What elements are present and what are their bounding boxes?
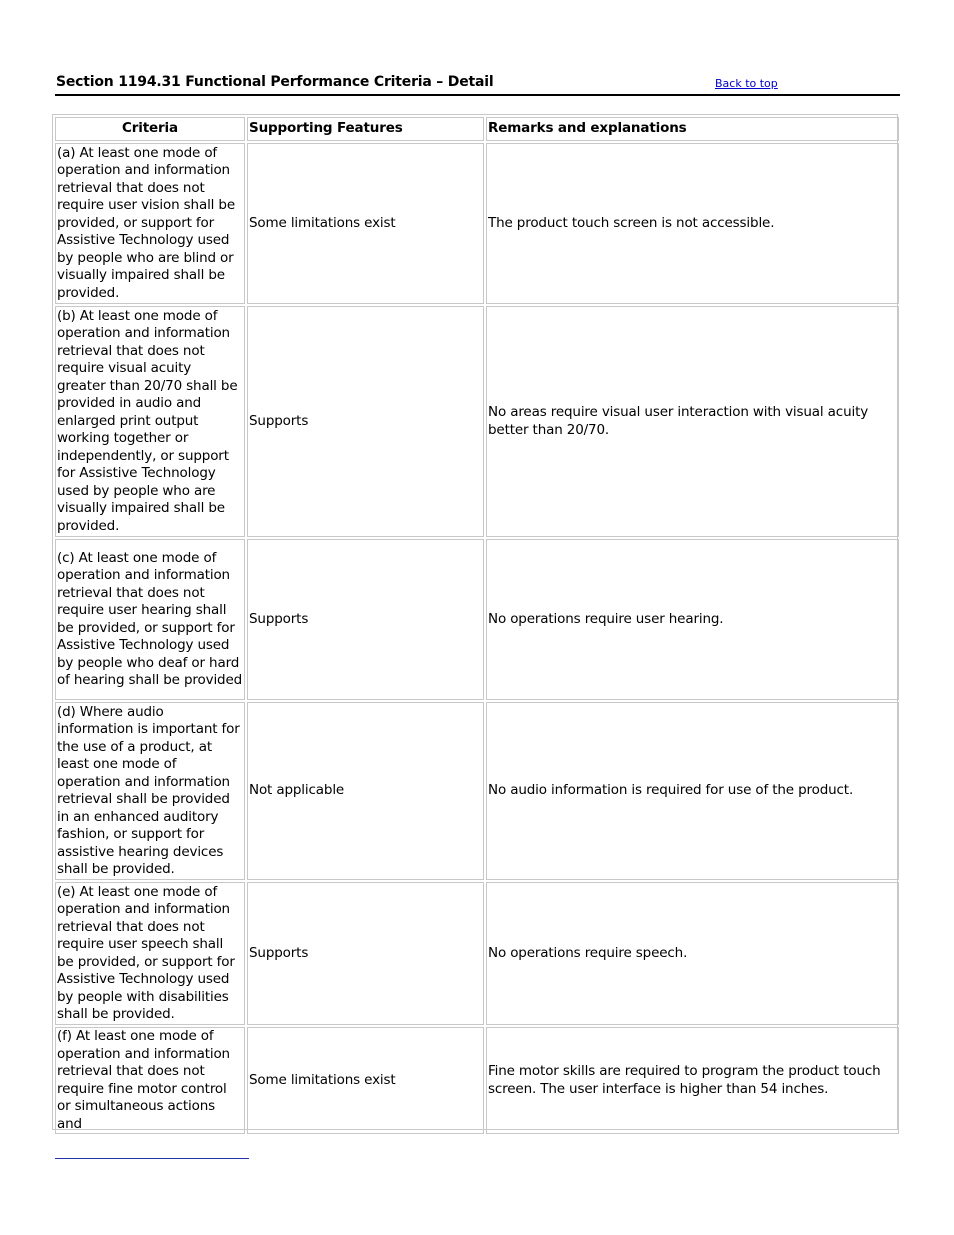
remarks-cell: No operations require speech. xyxy=(486,882,899,1025)
remarks-cell: No areas require visual user interaction with visual acuity better than 20/70. xyxy=(486,306,899,537)
section-header xyxy=(55,74,900,96)
support-cell: Supports xyxy=(247,539,484,700)
column-header-criteria: Criteria xyxy=(55,117,245,141)
support-cell: Some limitations exist xyxy=(247,143,484,304)
table-header-row xyxy=(55,117,899,141)
support-cell: Supports xyxy=(247,306,484,537)
table-row xyxy=(55,1027,899,1134)
criteria-cell: (c) At least one mode of operation and information retrieval that does not require user hearing shall be provided, or support for Assistive Technology used by people who deaf or hard of hearing shall be provided xyxy=(55,539,245,700)
column-header-supporting-features: Supporting Features xyxy=(247,117,484,141)
column-header-remarks: Remarks and explanations xyxy=(486,117,899,141)
criteria-cell: (a) At least one mode of operation and information retrieval that does not require user vision shall be provided, or support for Assistive Technology used by people who are blind or visually impaired shall be provided. xyxy=(55,143,245,304)
criteria-cell: (d) Where audio information is important for the use of a product, at least one mode of operation and information retrieval shall be provided in an enhanced auditory fashion, or support for assistive hearing devices shall be provided. xyxy=(55,702,245,880)
remarks-cell: No operations require user hearing. xyxy=(486,539,899,700)
criteria-cell: (e) At least one mode of operation and information retrieval that does not require user speech shall be provided, or support for Assistive Technology used by people with disabilities shall be provided. xyxy=(55,882,245,1025)
remarks-cell: The product touch screen is not accessible. xyxy=(486,143,899,304)
table-row xyxy=(55,306,899,537)
criteria-cell: (b) At least one mode of operation and information retrieval that does not require visual acuity greater than 20/70 shall be provided in audio and enlarged print output working together or independently, or support for Assistive Technology used by people who are visually impaired shall be provided. xyxy=(55,306,245,537)
table-row xyxy=(55,702,899,880)
support-cell: Some limitations exist xyxy=(247,1027,484,1134)
back-to-top-link[interactable]: Back to top xyxy=(715,77,778,90)
criteria-table-container xyxy=(52,114,898,1130)
remarks-cell: Fine motor skills are required to program the product touch screen. The user interface is higher than 54 inches. xyxy=(486,1027,899,1134)
criteria-table xyxy=(53,115,901,1136)
table-row xyxy=(55,143,899,304)
criteria-cell: (f) At least one mode of operation and information retrieval that does not require fine motor control or simultaneous actions and xyxy=(55,1027,245,1134)
support-cell: Not applicable xyxy=(247,702,484,880)
footnote-divider xyxy=(55,1158,249,1159)
remarks-cell: No audio information is required for use of the product. xyxy=(486,702,899,880)
page-title: Section 1194.31 Functional Performance Criteria – Detail xyxy=(56,74,494,90)
support-cell: Supports xyxy=(247,882,484,1025)
table-row xyxy=(55,882,899,1025)
table-row xyxy=(55,539,899,700)
